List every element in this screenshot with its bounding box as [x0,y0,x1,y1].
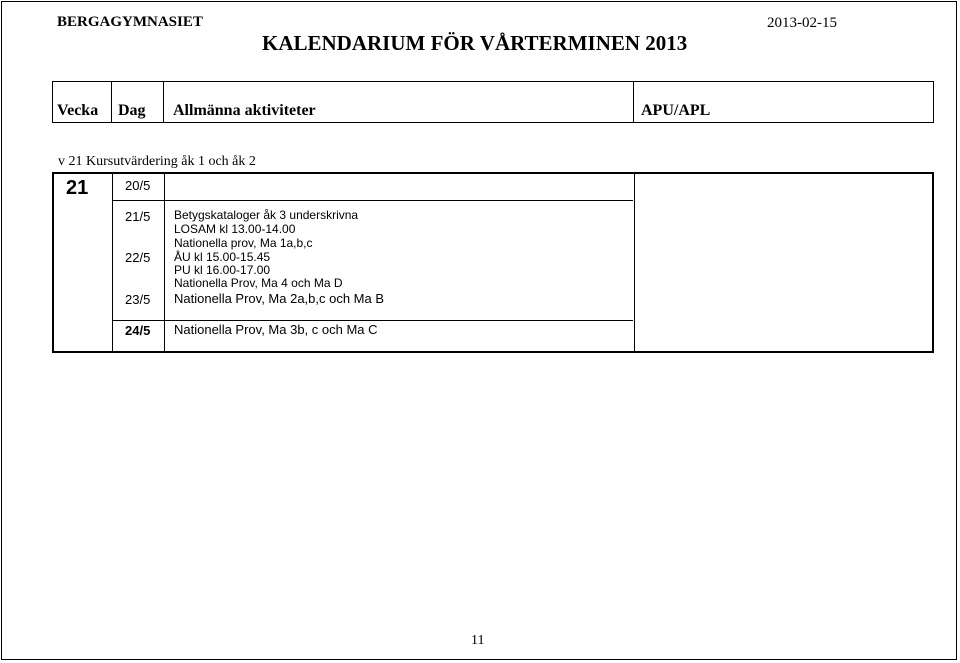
divider [634,174,635,353]
day-label: 20/5 [125,178,151,193]
page-number: 11 [471,633,485,648]
document-date: 2013-02-15 [767,15,837,31]
divider [113,320,633,321]
activity-line: Nationella Prov, Ma 3b, c och Ma C [174,322,378,337]
divider [113,200,633,201]
day-label: 21/5 [125,209,151,224]
activity-line: Nationella Prov, Ma 2a,b,c och Ma B [174,291,385,306]
column-header-day: Dag [118,102,146,119]
column-header-activities: Allmänna aktiviteter [173,102,316,119]
day-label: 24/5 [125,323,151,338]
column-header-week: Vecka [57,102,99,119]
activity-line: LOSAM kl 13.00-14.00 [174,222,296,236]
activity-line: PU kl 16.00-17.00 [174,263,271,277]
divider [633,82,634,122]
day-label: 23/5 [125,292,151,307]
school-name: BERGAGYMNASIET [57,14,203,30]
activity-line: ÅU kl 15.00-15.45 [174,250,271,264]
week-number: 21 [66,177,89,199]
activity-line: Nationella Prov, Ma 4 och Ma D [174,276,343,290]
divider [163,82,164,122]
week-note: v 21 Kursutvärdering åk 1 och åk 2 [58,154,256,169]
column-header-apu: APU/APL [641,102,711,119]
page-title: KALENDARIUM FÖR VÅRTERMINEN 2013 [262,31,688,55]
day-label: 22/5 [125,250,151,265]
activity-line: Nationella prov, Ma 1a,b,c [174,236,313,250]
activity-line: Betygskataloger åk 3 underskrivna [174,208,359,222]
divider [111,82,112,122]
